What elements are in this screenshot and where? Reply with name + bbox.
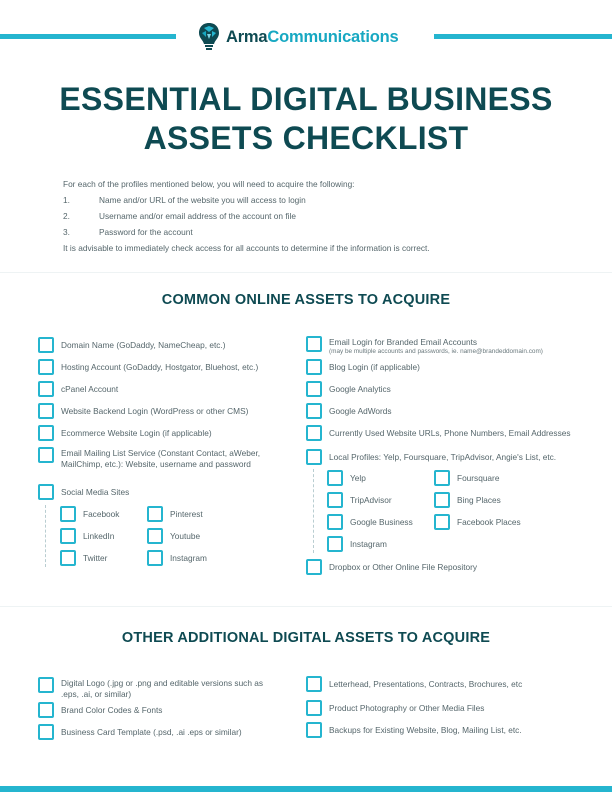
lightbulb-logo-icon xyxy=(198,22,220,52)
social-item[interactable]: Facebook xyxy=(60,506,119,522)
checkbox[interactable] xyxy=(434,514,450,530)
checklist-item[interactable]: Email Mailing List Service (Constant Contact, aWeber, MailChimp, etc.): Website, username and password xyxy=(38,447,260,470)
checkbox[interactable] xyxy=(306,425,322,441)
common-section-heading: COMMON ONLINE ASSETS TO ACQUIRE xyxy=(161,292,451,308)
checklist-item[interactable]: Hosting Account (GoDaddy, Hostgator, Bluehost, etc.) xyxy=(38,359,258,375)
checkbox[interactable] xyxy=(306,676,322,692)
footer-rule xyxy=(0,786,612,792)
checklist-item[interactable]: Blog Login (if applicable) xyxy=(306,359,420,375)
checkbox[interactable] xyxy=(306,336,322,352)
social-item[interactable]: Youtube xyxy=(147,528,200,544)
checkbox[interactable] xyxy=(38,484,54,500)
checklist-item[interactable]: Brand Color Codes & Fonts xyxy=(38,702,162,718)
social-tree-line xyxy=(45,505,46,567)
intro-lead: For each of the profiles mentioned below, you will need to acquire the following: xyxy=(63,179,355,189)
checkbox[interactable] xyxy=(38,702,54,718)
checkbox[interactable] xyxy=(327,492,343,508)
local-item[interactable]: Google Business xyxy=(327,514,413,530)
checkbox[interactable] xyxy=(327,514,343,530)
checkbox[interactable] xyxy=(434,492,450,508)
checklist-item[interactable]: Product Photography or Other Media Files xyxy=(306,700,484,716)
social-item[interactable]: Twitter xyxy=(60,550,107,566)
social-item[interactable]: Pinterest xyxy=(147,506,203,522)
checklist-item[interactable]: Dropbox or Other Online File Repository xyxy=(306,559,477,575)
checklist-item[interactable]: Letterhead, Presentations, Contracts, Brochures, etc xyxy=(306,676,522,692)
checkbox[interactable] xyxy=(38,359,54,375)
checklist-item-email-login[interactable]: Email Login for Branded Email Accounts (may be multiple accounts and passwords, ie. name@brandeddomain.com) xyxy=(306,336,543,356)
checkbox[interactable] xyxy=(306,559,322,575)
local-item[interactable]: Yelp xyxy=(327,470,366,486)
checkbox[interactable] xyxy=(306,403,322,419)
checkbox[interactable] xyxy=(38,724,54,740)
checkbox[interactable] xyxy=(38,425,54,441)
checkbox[interactable] xyxy=(38,403,54,419)
section-divider xyxy=(0,606,612,607)
checkbox[interactable] xyxy=(306,381,322,397)
local-item[interactable]: TripAdvisor xyxy=(327,492,392,508)
header-rule-left xyxy=(0,34,176,39)
local-item[interactable]: Foursquare xyxy=(434,470,499,486)
checklist-item-local[interactable]: Local Profiles: Yelp, Foursquare, TripAdvisor, Angie's List, etc. xyxy=(306,449,556,465)
checkbox[interactable] xyxy=(147,528,163,544)
title-line-1: ESSENTIAL DIGITAL BUSINESS xyxy=(59,81,553,117)
checkbox[interactable] xyxy=(147,506,163,522)
checkbox[interactable] xyxy=(60,528,76,544)
checklist-item[interactable]: cPanel Account xyxy=(38,381,118,397)
checkbox[interactable] xyxy=(306,700,322,716)
intro-item: 2. Username and/or email address of the account on file xyxy=(63,211,296,221)
page-title xyxy=(0,80,612,158)
checkbox[interactable] xyxy=(434,470,450,486)
checklist-item[interactable]: Domain Name (GoDaddy, NameCheap, etc.) xyxy=(38,337,225,353)
checkbox[interactable] xyxy=(38,677,54,693)
checklist-item[interactable]: Website Backend Login (WordPress or other CMS) xyxy=(38,403,248,419)
checklist-item[interactable]: Google AdWords xyxy=(306,403,392,419)
checklist-item[interactable]: Google Analytics xyxy=(306,381,391,397)
title-line-2: ASSETS CHECKLIST xyxy=(143,120,469,156)
checklist-item[interactable]: Ecommerce Website Login (if applicable) xyxy=(38,425,212,441)
header-rule-right xyxy=(434,34,612,39)
checkbox[interactable] xyxy=(306,722,322,738)
intro-item: 3. Password for the account xyxy=(63,227,193,237)
checkbox[interactable] xyxy=(60,550,76,566)
checkbox[interactable] xyxy=(147,550,163,566)
checklist-item[interactable]: Digital Logo (.jpg or .png and editable versions such as .eps, .ai, or similar) xyxy=(38,677,263,700)
local-item[interactable]: Instagram xyxy=(327,536,387,552)
checkbox[interactable] xyxy=(327,470,343,486)
local-item[interactable]: Facebook Places xyxy=(434,514,521,530)
checkbox[interactable] xyxy=(38,447,54,463)
social-item[interactable]: LinkedIn xyxy=(60,528,114,544)
local-item[interactable]: Bing Places xyxy=(434,492,501,508)
company-logo xyxy=(198,22,398,52)
logo-wordmark: ArmaCommunications xyxy=(226,27,399,46)
checkbox[interactable] xyxy=(38,381,54,397)
section-divider xyxy=(0,272,612,273)
local-tree-line xyxy=(313,469,314,553)
checklist-item[interactable]: Currently Used Website URLs, Phone Numbers, Email Addresses xyxy=(306,425,570,441)
social-item[interactable]: Instagram xyxy=(147,550,207,566)
checkbox[interactable] xyxy=(306,449,322,465)
checklist-item-social[interactable]: Social Media Sites xyxy=(38,484,129,500)
checkbox[interactable] xyxy=(38,337,54,353)
checkbox[interactable] xyxy=(327,536,343,552)
checkbox[interactable] xyxy=(60,506,76,522)
intro-block xyxy=(63,176,583,256)
intro-item: 1. Name and/or URL of the website you will access to login xyxy=(63,195,306,205)
intro-note: It is advisable to immediately check access for all accounts to determine if the information is correct. xyxy=(63,243,430,253)
checklist-item[interactable]: Backups for Existing Website, Blog, Mailing List, etc. xyxy=(306,722,522,738)
checkbox[interactable] xyxy=(306,359,322,375)
checklist-item[interactable]: Business Card Template (.psd, .ai .eps or similar) xyxy=(38,724,242,740)
other-section-heading: OTHER ADDITIONAL DIGITAL ASSETS TO ACQUIRE xyxy=(121,630,491,646)
